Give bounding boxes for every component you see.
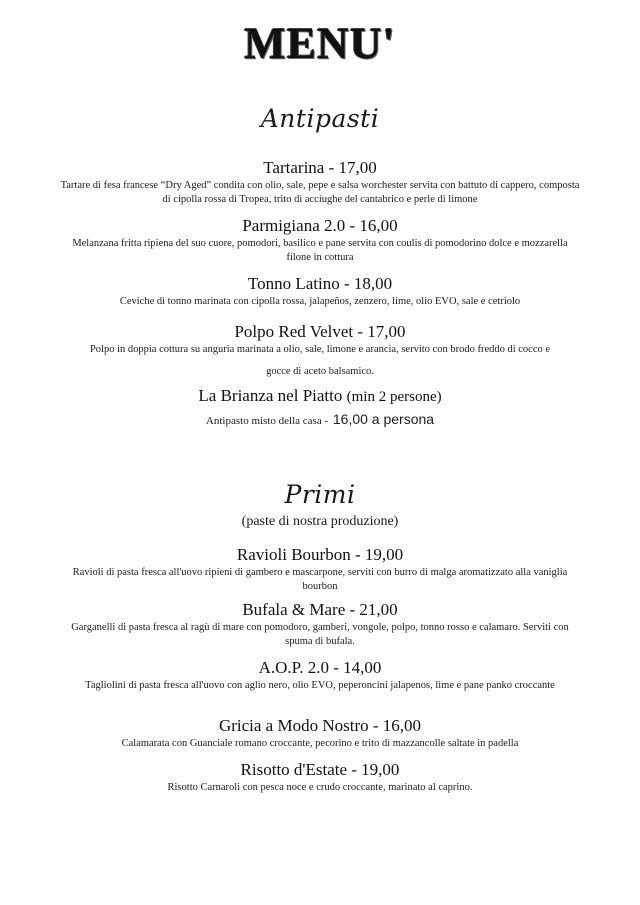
dish-name: La Brianza nel Piatto xyxy=(198,386,343,405)
dish-description: Tartare di fesa francese “Dry Aged” condita con olio, sale, pepe e salsa worchester servita con battuto di cappero, composta di cipolla rossa di Tropea, trito di acciughe del cantabrico e perle di limone xyxy=(60,180,580,205)
dish-tartarina xyxy=(60,158,580,207)
section-title-primi: Primi xyxy=(284,480,356,509)
section-subtitle-primi: (paste di nostra produzione) xyxy=(241,514,399,529)
dish-description: Calamarata con Guanciale romano croccante, pecorino e trito di mazzancolle saltate in padella xyxy=(121,738,519,749)
dish-name-line xyxy=(60,386,580,407)
dish-tonno-latino xyxy=(60,274,580,309)
dish-risotto xyxy=(60,760,580,795)
dish-name: Gricia a Modo Nostro - 16,00 xyxy=(218,716,422,735)
dish-parmigiana xyxy=(60,216,580,265)
dish-name: Polpo Red Velvet - 17,00 xyxy=(234,322,406,341)
dish-name: Ravioli Bourbon - 19,00 xyxy=(236,545,404,564)
dish-name: Parmigiana 2.0 - 16,00 xyxy=(242,216,398,235)
dish-name-note: (min 2 persone) xyxy=(346,389,442,405)
dish-aop xyxy=(60,658,580,693)
dish-description-line xyxy=(60,411,580,429)
menu-logo: MENU' xyxy=(244,19,396,68)
dish-description: Antipasto misto della casa - xyxy=(205,415,329,427)
dish-description: Ravioli di pasta fresca all'uovo ripieni di gambero e mascarpone, serviti con burro di malga aromatizzato alla vaniglia bourbon xyxy=(72,567,568,592)
dish-name: Risotto d'Estate - 19,00 xyxy=(240,760,400,779)
dish-description: Polpo in doppia cottura su anguria marinata a olio, sale, limone e arancia, servito con brodo freddo di cocco e xyxy=(89,344,551,355)
dish-name: Bufala & Mare - 21,00 xyxy=(242,600,398,619)
dish-description: Melanzana fritta ripiena del suo cuore, pomodori, basilico e pane servita con coulis di pomodorino dolce e mozzarella filone in cottura xyxy=(72,238,568,263)
dish-description: Garganelli di pasta fresca al ragù di mare con pomodoro, gamberi, vongole, polpo, tonno rosso e calamaro. Serviti con spuma di bufala. xyxy=(71,622,569,647)
section-title-antipasti: Antipasti xyxy=(260,104,380,133)
dish-ravioli-bourbon xyxy=(60,545,580,594)
dish-description-extra: gocce di aceto balsamico. xyxy=(266,366,374,377)
dish-name: A.O.P. 2.0 - 14,00 xyxy=(258,658,382,677)
dish-description: Risotto Carnaroli con pesca noce e crudo croccante, marinato al caprino. xyxy=(167,782,473,793)
dish-brianza-nel-piatto xyxy=(60,386,580,429)
dish-description: Ceviche di tonno marinata con cipolla rossa, jalapeños, zenzero, lime, olio EVO, sale e cetriolo xyxy=(119,296,521,307)
dish-gricia xyxy=(60,716,580,751)
dish-price: 16,00 a persona xyxy=(332,411,435,427)
dish-description: Tagliolini di pasta fresca all'uovo con aglio nero, olio EVO, peperoncini jalapenos, lime e pane panko croccante xyxy=(85,680,555,691)
dish-name: Tartarina - 17,00 xyxy=(263,158,377,177)
dish-name: Tonno Latino - 18,00 xyxy=(247,274,393,293)
dish-bufala-mare xyxy=(60,600,580,649)
dish-polpo-red-velvet xyxy=(20,322,620,379)
